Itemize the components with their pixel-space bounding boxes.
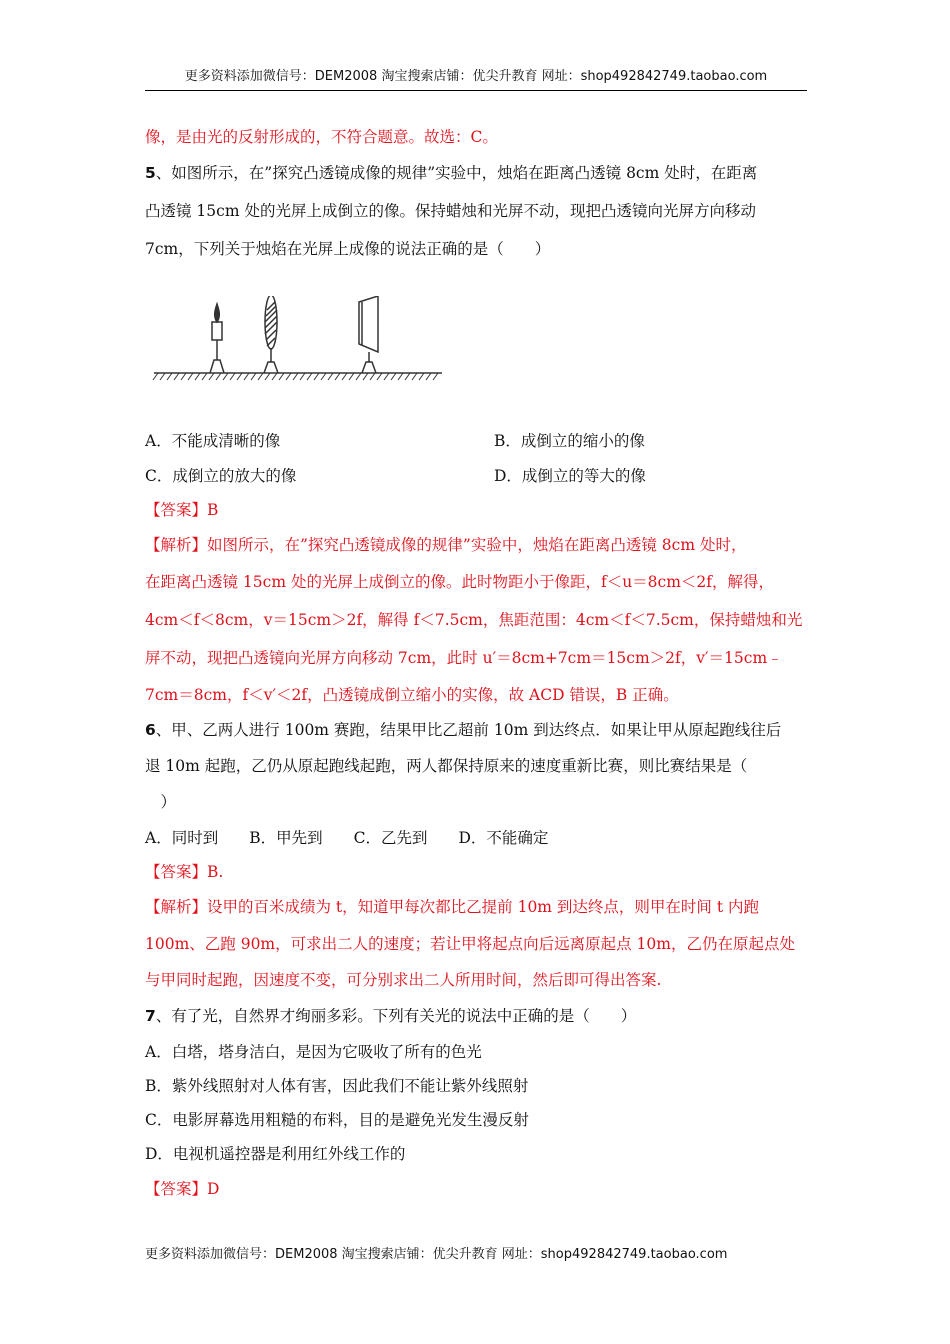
question-5-text-3: 7cm，下列关于烛焰在光屏上成像的说法正确的是（ ） [145, 240, 551, 258]
explanation-5-line-3: 4cm＜f＜8cm，v＝15cm＞2f，解得 f＜7.5cm，焦距范围：4cm＜f＜7.5cm，保持蜡烛和光 [145, 611, 803, 629]
option-7-A: A．白塔，塔身洁白，是因为它吸收了所有的色光 [145, 1043, 482, 1061]
optics-bench-figure [152, 296, 444, 386]
question-5-text-2: 凸透镜 15cm 处的光屏上成倒立的像。保持蜡烛和光屏不动，现把凸透镜向光屏方向移动 [145, 202, 756, 220]
option-7-B: B．紫外线照射对人体有害，因此我们不能让紫外线照射 [145, 1077, 529, 1095]
option-5-B: B．成倒立的缩小的像 [494, 432, 645, 450]
explanation-5-line-5: 7cm＝8cm，f＜v′＜2f，凸透镜成倒立缩小的实像，故 ACD 错误，B 正确。 [145, 686, 679, 704]
question-7-number: 7 [145, 1007, 156, 1025]
explanation-5-line-1: 【解析】如图所示，在”探究凸透镜成像的规律”实验中，烛焰在距离凸透镜 8cm 处时， [145, 536, 747, 554]
convex-lens-icon [264, 296, 278, 373]
options-6: A．同时到 B．甲先到 C．乙先到 D．不能确定 [145, 829, 549, 847]
question-7-text-1: 、有了光，自然界才绚丽多彩。下列有关光的说法中正确的是（ ） [155, 1007, 637, 1025]
option-7-D: D．电视机遥控器是利用红外线工作的 [145, 1145, 406, 1163]
question-7-line-1 [145, 1005, 636, 1027]
question-5-text-1: 、如图所示，在”探究凸透镜成像的规律”实验中，烛焰在距离凸透镜 8cm 处时，在距离 [155, 164, 758, 182]
option-5-A: A．不能成清晰的像 [145, 432, 281, 450]
option-7-C: C．电影屏幕选用粗糙的布料，目的是避免光发生漫反射 [145, 1111, 529, 1129]
page-header: 更多资料添加微信号：DEM2008 淘宝搜索店铺：优尖升教育 网址：shop492842749.taobao.com [145, 66, 807, 91]
question-6-text-1: 、甲、乙两人进行 100m 赛跑，结果甲比乙超前 10m 到达终点．如果让甲从原起跑线往后 [155, 721, 782, 739]
question-6-text-3: ） [145, 793, 177, 811]
light-screen-icon [359, 296, 378, 373]
question-5-number: 5 [145, 164, 156, 182]
prev-explanation-end: 像，是由光的反射形成的，不符合题意。故选：C。 [145, 128, 498, 146]
answer-6: 【答案】B. [145, 863, 224, 881]
option-5-C: C．成倒立的放大的像 [145, 467, 297, 485]
explanation-6-line-2: 100m、乙跑 90m，可求出二人的速度；若让甲将起点向后远离原起点 10m，乙仍在原起点处 [145, 935, 795, 953]
page-footer: 更多资料添加微信号：DEM2008 淘宝搜索店铺：优尖升教育 网址：shop492842749.taobao.com [145, 1247, 728, 1262]
explanation-6-line-3: 与甲同时起跑，因速度不变，可分别求出二人所用时间，然后即可得出答案. [145, 971, 662, 989]
question-6-text-2: 退 10m 起跑，乙仍从原起跑线起跑，两人都保持原来的速度重新比赛，则比赛结果是（ [145, 757, 748, 775]
explanation-6-line-1: 【解析】设甲的百米成绩为 t，知道甲每次都比乙提前 10m 到达终点，则甲在时间 t 内跑 [145, 898, 760, 916]
explanation-5-line-2: 在距离凸透镜 15cm 处的光屏上成倒立的像。此时物距小于像距，f＜u＝8cm＜2f，解得， [145, 573, 775, 591]
question-5-line-1 [145, 162, 757, 184]
question-6-number: 6 [145, 721, 156, 739]
answer-5: 【答案】B [145, 501, 219, 519]
candle-icon [210, 304, 224, 373]
question-6-line-1 [145, 719, 781, 741]
answer-7: 【答案】D [145, 1180, 220, 1198]
option-5-D: D．成倒立的等大的像 [494, 467, 646, 485]
explanation-5-line-4: 屏不动，现把凸透镜向光屏方向移动 7cm，此时 u′＝8cm+7cm＝15cm＞2f，v′＝15cm﹣ [145, 649, 783, 667]
